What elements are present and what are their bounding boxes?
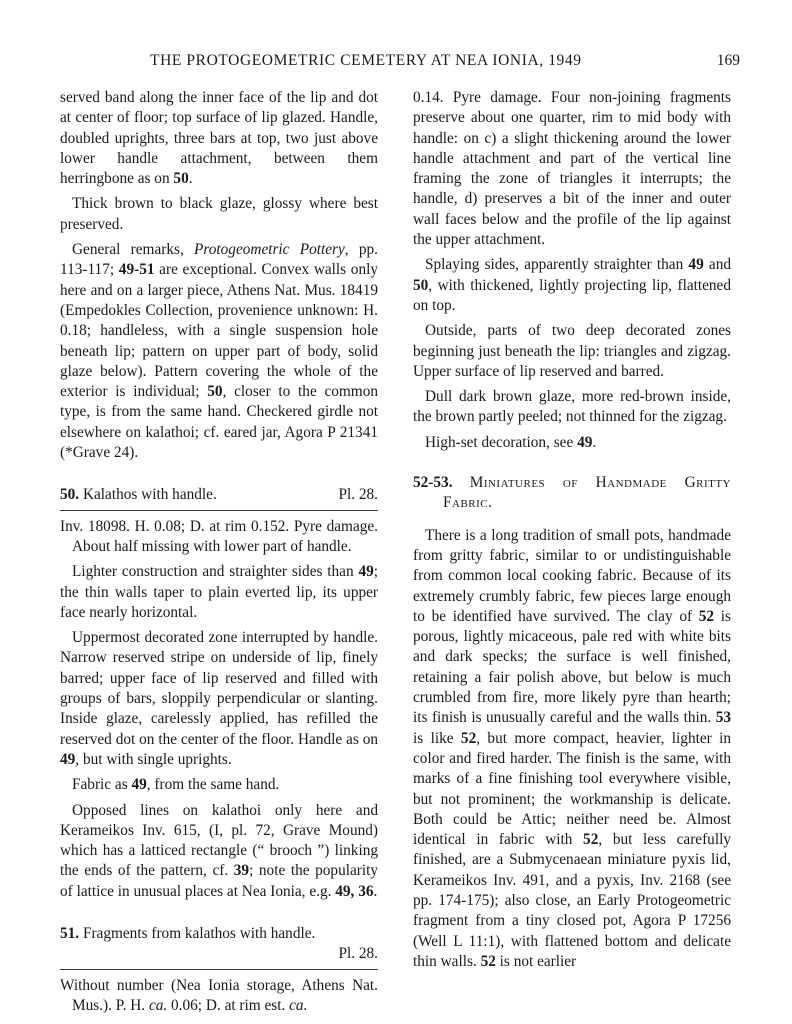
paragraph: High-set decoration, see 49.: [425, 433, 597, 451]
paragraph: Inv. 18098. H. 0.08; D. at rim 0.152. Pyre damage. About half missing with lower part of handle.: [60, 517, 378, 555]
paragraph: Opposed lines on kalathoi only here and Kerameikos Inv. 615, (I, pl. 72, Grave Mound) which has a latticed rectangle (“ brooch ”) linking the ends of the pattern, cf. 39; note the popularity of lattice in unusual places at Nea Ionia, e.g. 49, 36.: [60, 801, 379, 900]
entry-rule: [60, 969, 378, 970]
paragraph: Splaying sides, apparently straighter than 49 and 50, with thickened, lightly projecting lip, flattened on top.: [413, 256, 731, 314]
left-column: [60, 88, 378, 1016]
entry-rule: [60, 510, 378, 511]
paragraph: General remarks, Protogeometric Pottery, pp. 113-117; 49-51 are exceptional. Convex walls only here and on a larger piece, Athens Nat. Mus. 18419 (Empedokles Collection, provenience unknown: H. 0.18; handleless, with a single suspension hole beneath lip; pattern on upper part of body, solid glaze below). Pattern covering the whole of the exterior is individual; 50, closer to the common type, is from the same hand. Checkered girdle not elsewhere on kalathoi; cf. eared jar, Agora P 21341 (*Grave 24).: [60, 241, 379, 462]
paragraph: served band along the inner face of the lip and dot at center of floor; top surface of lip glazed. Handle, doubled uprights, three bars at top, two just above lower handle attachment, between them herringbone as on 50.: [60, 89, 378, 188]
plate-reference: Pl. 28.: [338, 945, 378, 963]
right-column: [413, 88, 731, 972]
paragraph: Thick brown to black glaze, glossy where best preserved.: [60, 195, 378, 233]
paragraph: Without number (Nea Ionia storage, Athens Nat. Mus.). P. H. ca. 0.06; D. at rim est. ca.: [60, 976, 378, 1014]
entry-number: 50.: [60, 486, 80, 504]
paragraph: Outside, parts of two deep decorated zones beginning just beneath the lip: triangles and zigzag. Upper surface of lip reserved and barred.: [413, 322, 731, 380]
section-number: 52-53.: [413, 474, 453, 492]
running-title: THE PROTOGEOMETRIC CEMETERY AT NEA IONIA, 1949: [150, 52, 582, 69]
paragraph: 0.14. Pyre damage. Four non-joining fragments preserve about one quarter, rim to mid body with handle: on c) a slight thickening around the lower handle attachment and part of the vertical line framing the zone of triangles it interrupts; the handle, d) preserves a bit of the inner and outer wall faces below and the profile of the lip against the upper attachment.: [413, 89, 731, 249]
section-heading: [413, 473, 731, 514]
paragraph: There is a long tradition of small pots, handmade from gritty fabric, similar to or undistinguishable from common local cooking fabric. Because of its extremely crumbly fabric, few pieces large enough to be identified have survived. The clay of 52 is porous, lightly micaceous, pale red with white bits and dark specks; the surface is well finished, retaining a fair polish above, but below is much crumbled from fire, more likely pyre than hearth; its finish is unusually careful and the walls thin. 53 is like 52, but more compact, heavier, lighter in color and fired harder. The finish is the same, with marks of a fine finishing tool everywhere visible, but not prominent; the workmanship is delicate. Both could be Attic; neither need be. Almost identical in fabric with 52, but less carefully finished, are a Submycenaean miniature pyxis lid, Kerameikos Inv. 491, and a pyxis, Inv. 2168 (see pp. 174-175); also close, an Early Protogeometric fragment from a tiny closed pot, Agora P 17256 (Well L 11:1), with flattened bottom and delicate thin walls. 52 is not earlier: [413, 526, 732, 970]
section-title: Miniatures of Handmade Gritty Fabric.: [443, 474, 731, 512]
entry-title: Kalathos with handle.: [79, 486, 217, 504]
entry-heading-50: [60, 485, 378, 505]
paragraph: Lighter construction and straighter sides than 49; the thin walls taper to plain everted lip, its upper face nearly horizontal.: [60, 563, 378, 621]
entry-heading-51: [60, 924, 378, 965]
plate-reference: Pl. 28.: [338, 486, 378, 504]
page-number: 169: [716, 52, 740, 69]
paragraph: Dull dark brown glaze, more red-brown inside, the brown partly peeled; not thinned for the zigzag.: [413, 388, 731, 426]
entry-title: Fragments from kalathos with handle.: [79, 924, 316, 942]
entry-number: 51.: [60, 924, 80, 942]
paragraph: Uppermost decorated zone interrupted by handle. Narrow reserved stripe on underside of lip, finely barred; upper face of lip reserved and filled with groups of bars, sloppily perpendicular or slanting. Inside glaze, carelessly applied, has refilled the reserved dot on the center of the floor. Handle as on 49, but with single uprights.: [60, 629, 378, 768]
page-header: [60, 52, 740, 74]
paragraph: Fabric as 49, from the same hand.: [72, 776, 280, 794]
